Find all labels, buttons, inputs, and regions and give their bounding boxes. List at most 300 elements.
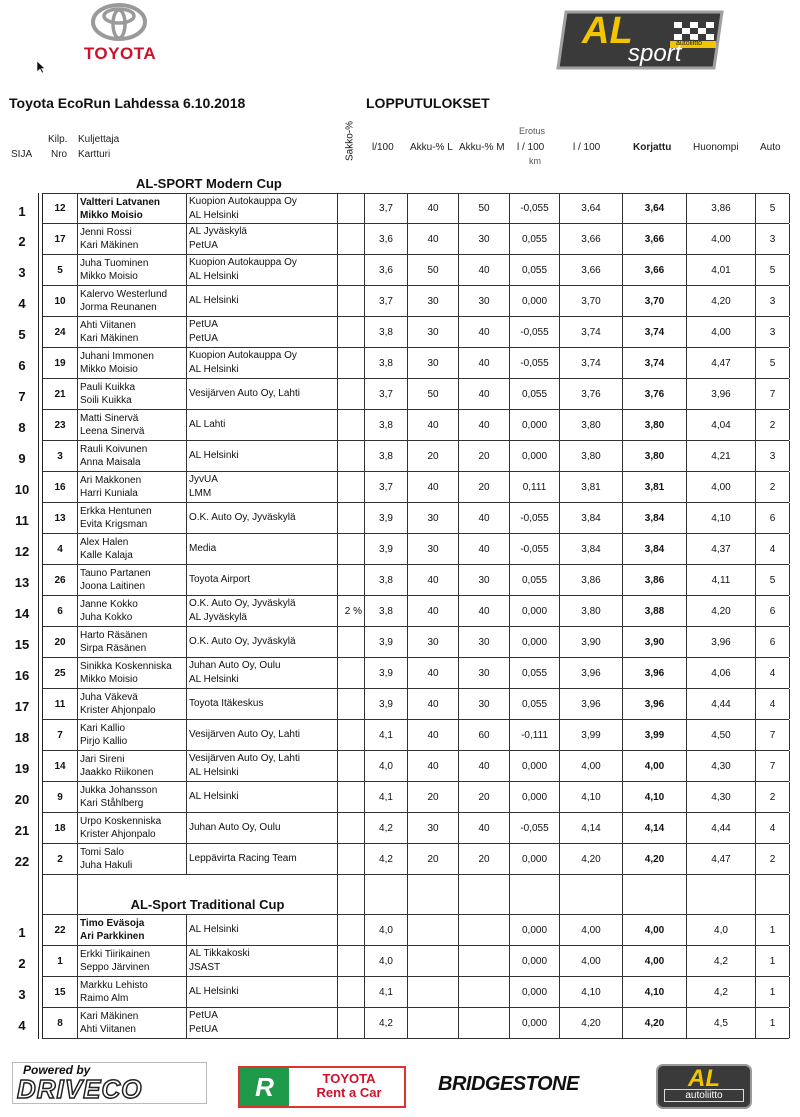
korjattu-cell: 3,86 bbox=[623, 565, 687, 595]
team-cell bbox=[187, 410, 338, 440]
modern-cup-row bbox=[14, 472, 789, 503]
auto-cell: 4 bbox=[756, 689, 790, 719]
header-kartturi: Kartturi bbox=[78, 149, 111, 160]
crew-names-cell bbox=[78, 977, 187, 1007]
team-line-1: O.K. Auto Oy, Jyväskylä bbox=[189, 598, 296, 609]
akku-m-cell: 50 bbox=[459, 194, 510, 223]
l100b-cell: 4,20 bbox=[560, 844, 623, 874]
toyota-rent-a-car-logo bbox=[238, 1066, 406, 1108]
team-cell bbox=[187, 503, 338, 533]
akku-l-cell: 20 bbox=[408, 441, 459, 471]
team-cell bbox=[187, 946, 338, 976]
l100b-cell: 3,96 bbox=[560, 658, 623, 688]
navigator-name: Kari Ståhlberg bbox=[80, 798, 144, 809]
modern-cup-row bbox=[14, 844, 789, 875]
navigator-name: Kari Mäkinen bbox=[80, 333, 139, 344]
rank-number: 17 bbox=[14, 699, 30, 714]
l100b-cell: 3,80 bbox=[560, 441, 623, 471]
modern-cup-row bbox=[14, 751, 789, 782]
competitor-number-cell: 18 bbox=[43, 813, 78, 843]
erotus-cell: -0,055 bbox=[510, 503, 560, 533]
rank-number: 3 bbox=[18, 987, 26, 1002]
akku-m-cell: 30 bbox=[459, 689, 510, 719]
modern-cup-row bbox=[18, 441, 789, 472]
header-akku-l: Akku-% L bbox=[410, 142, 453, 153]
auto-cell: 7 bbox=[756, 751, 790, 781]
huonompi-cell: 4,06 bbox=[687, 658, 756, 688]
akku-l-cell: 30 bbox=[408, 627, 459, 657]
korjattu-cell: 3,70 bbox=[623, 286, 687, 316]
korjattu-cell: 3,66 bbox=[623, 255, 687, 285]
akku-m-cell: 30 bbox=[459, 286, 510, 316]
navigator-name: Sirpa Räsänen bbox=[80, 643, 147, 654]
crew-names-cell bbox=[78, 255, 187, 285]
navigator-name: Juha Hakuli bbox=[80, 860, 133, 871]
team-line-2: LMM bbox=[189, 488, 212, 499]
auto-cell: 5 bbox=[756, 565, 790, 595]
team-cell bbox=[187, 317, 338, 347]
huonompi-cell: 4,47 bbox=[687, 348, 756, 378]
toyota-logo bbox=[78, 0, 162, 68]
l100-cell: 3,7 bbox=[365, 379, 408, 409]
team-line-1: Kuopion Autokauppa Oy bbox=[189, 350, 297, 361]
team-line-1: Kuopion Autokauppa Oy bbox=[189, 257, 297, 268]
team-line-1: Vesijärven Auto Oy, Lahti bbox=[189, 753, 300, 764]
empty-cell bbox=[338, 875, 365, 914]
competitor-number-cell: 11 bbox=[43, 689, 78, 719]
erotus-cell: 0,000 bbox=[510, 441, 560, 471]
erotus-cell: 0,000 bbox=[510, 627, 560, 657]
driver-name: Matti Sinervä bbox=[80, 413, 139, 424]
driver-name: Rauli Koivunen bbox=[80, 444, 148, 455]
header-l100b: l / 100 bbox=[573, 142, 601, 153]
erotus-cell: 0,000 bbox=[510, 844, 560, 874]
l100b-cell: 3,80 bbox=[560, 596, 623, 626]
competitor-number-cell: 17 bbox=[43, 224, 78, 254]
driver-name: Timo Eväsoja bbox=[80, 918, 145, 929]
navigator-name: Jorma Reunanen bbox=[80, 302, 157, 313]
rent-a-car-r-icon: R bbox=[240, 1068, 289, 1106]
navigator-name: Mikko Moisio bbox=[80, 674, 138, 685]
erotus-cell: 0,000 bbox=[510, 286, 560, 316]
team-line-1: AL Helsinki bbox=[189, 450, 239, 461]
l100b-cell: 4,10 bbox=[560, 782, 623, 812]
toyota-wordmark: TOYOTA bbox=[83, 44, 157, 63]
navigator-name: Kalle Kalaja bbox=[80, 550, 133, 561]
header-erotus-top: Erotus bbox=[519, 126, 546, 136]
akku-l-cell: 30 bbox=[408, 503, 459, 533]
korjattu-cell: 3,96 bbox=[623, 689, 687, 719]
empty-cell bbox=[623, 875, 687, 914]
sakko-cell bbox=[338, 689, 365, 719]
sakko-cell bbox=[338, 410, 365, 440]
navigator-name: Krister Ahjonpalo bbox=[80, 829, 156, 840]
akku-l-cell: 40 bbox=[408, 194, 459, 223]
sakko-cell bbox=[338, 317, 365, 347]
modern-cup-row bbox=[18, 224, 789, 255]
navigator-name: Evita Krigsman bbox=[80, 519, 148, 530]
rank-number: 10 bbox=[14, 482, 30, 497]
erotus-cell: 0,000 bbox=[510, 596, 560, 626]
crew-names-cell bbox=[78, 441, 187, 471]
team-cell bbox=[187, 915, 338, 945]
auto-cell: 3 bbox=[756, 317, 790, 347]
sakko-cell bbox=[338, 441, 365, 471]
crew-names-cell bbox=[78, 720, 187, 750]
erotus-cell: 0,000 bbox=[510, 782, 560, 812]
erotus-cell: 0,000 bbox=[510, 751, 560, 781]
auto-cell: 2 bbox=[756, 844, 790, 874]
akku-l-cell: 50 bbox=[408, 255, 459, 285]
sakko-cell bbox=[338, 286, 365, 316]
header-korjattu: Korjattu bbox=[633, 142, 672, 153]
driveco-logo bbox=[12, 1062, 207, 1104]
auto-cell: 2 bbox=[756, 782, 790, 812]
team-line-2: AL Helsinki bbox=[189, 364, 239, 375]
huonompi-cell: 4,01 bbox=[687, 255, 756, 285]
erotus-cell: -0,055 bbox=[510, 348, 560, 378]
korjattu-cell: 4,10 bbox=[623, 782, 687, 812]
l100-cell: 4,1 bbox=[365, 782, 408, 812]
crew-names-cell bbox=[78, 1008, 187, 1038]
team-cell bbox=[187, 720, 338, 750]
korjattu-cell: 4,10 bbox=[623, 977, 687, 1007]
huonompi-cell: 3,86 bbox=[687, 194, 756, 223]
competitor-number-cell: 3 bbox=[43, 441, 78, 471]
l100-cell: 4,0 bbox=[365, 751, 408, 781]
l100-cell: 3,8 bbox=[365, 348, 408, 378]
autoliitto-logo bbox=[656, 1064, 752, 1109]
empty-cell bbox=[756, 875, 790, 914]
korjattu-cell: 4,20 bbox=[623, 1008, 687, 1038]
driver-name: Tauno Partanen bbox=[80, 568, 151, 579]
navigator-name: Mikko Moisio bbox=[80, 271, 138, 282]
rank-number: 1 bbox=[18, 925, 26, 940]
header-auto: Auto bbox=[760, 142, 781, 153]
akku-m-cell: 40 bbox=[459, 534, 510, 564]
modern-cup-row bbox=[14, 782, 789, 813]
team-line-1: Kuopion Autokauppa Oy bbox=[189, 195, 297, 207]
akku-l-cell: 50 bbox=[408, 379, 459, 409]
team-cell bbox=[187, 689, 338, 719]
team-cell bbox=[187, 782, 338, 812]
rank-number: 22 bbox=[14, 854, 30, 869]
korjattu-cell: 3,80 bbox=[623, 441, 687, 471]
competitor-number-cell: 15 bbox=[43, 977, 78, 1007]
al-sport-logo-autoliitto: autoliitto bbox=[676, 40, 703, 47]
header-erotus: l / 100 bbox=[517, 142, 545, 153]
header-akku-m: Akku-% M bbox=[459, 142, 505, 153]
team-line-2: AL Jyväskylä bbox=[189, 612, 247, 623]
modern-cup-row bbox=[14, 565, 789, 596]
rank-number: 9 bbox=[18, 451, 26, 466]
modern-cup-row bbox=[18, 286, 789, 317]
navigator-name: Mikko Moisio bbox=[80, 209, 143, 221]
team-cell bbox=[187, 844, 338, 874]
team-cell bbox=[187, 751, 338, 781]
bridgestone-logo: BRIDGESTONE bbox=[438, 1073, 579, 1095]
l100-cell: 3,7 bbox=[365, 286, 408, 316]
modern-cup-row bbox=[18, 193, 789, 224]
navigator-name: Pirjo Kallio bbox=[80, 736, 128, 747]
sakko-cell bbox=[338, 977, 365, 1007]
akku-l-cell: 40 bbox=[408, 720, 459, 750]
akku-m-cell: 40 bbox=[459, 503, 510, 533]
auto-cell: 3 bbox=[756, 441, 790, 471]
akku-m-cell bbox=[459, 1008, 510, 1038]
akku-m-cell: 40 bbox=[459, 255, 510, 285]
rank-number: 15 bbox=[14, 637, 30, 652]
huonompi-cell: 4,11 bbox=[687, 565, 756, 595]
driver-name: Ahti Viitanen bbox=[80, 320, 136, 331]
akku-m-cell: 40 bbox=[459, 596, 510, 626]
team-line-1: Toyota Airport bbox=[189, 574, 251, 585]
crew-names-cell bbox=[78, 946, 187, 976]
competitor-number-cell: 10 bbox=[43, 286, 78, 316]
crew-names-cell bbox=[78, 317, 187, 347]
akku-m-cell: 20 bbox=[459, 782, 510, 812]
l100-cell: 4,0 bbox=[365, 915, 408, 945]
competitor-number-cell: 8 bbox=[43, 1008, 78, 1038]
l100b-cell: 3,96 bbox=[560, 689, 623, 719]
akku-l-cell: 40 bbox=[408, 410, 459, 440]
team-line-1: Toyota Itäkeskus bbox=[189, 698, 264, 709]
crew-names-cell bbox=[78, 379, 187, 409]
modern-cup-row bbox=[14, 534, 789, 565]
huonompi-cell: 3,96 bbox=[687, 627, 756, 657]
l100b-cell: 3,74 bbox=[560, 348, 623, 378]
header-sakko bbox=[340, 118, 360, 164]
erotus-cell: 0,055 bbox=[510, 255, 560, 285]
team-line-1: PetUA bbox=[189, 1010, 218, 1021]
sakko-cell bbox=[338, 565, 365, 595]
rent-a-car-line1: TOYOTA bbox=[322, 1071, 376, 1086]
modern-cup-row bbox=[18, 379, 789, 410]
team-line-2: AL Helsinki bbox=[189, 209, 239, 221]
erotus-cell: -0,055 bbox=[510, 813, 560, 843]
team-cell bbox=[187, 472, 338, 502]
crew-names-cell bbox=[78, 565, 187, 595]
akku-m-cell: 20 bbox=[459, 441, 510, 471]
team-line-1: Juhan Auto Oy, Oulu bbox=[189, 660, 281, 671]
crew-names-cell bbox=[78, 503, 187, 533]
team-line-1: AL Jyväskylä bbox=[189, 226, 247, 237]
korjattu-cell: 4,00 bbox=[623, 751, 687, 781]
huonompi-cell: 4,37 bbox=[687, 534, 756, 564]
team-cell bbox=[187, 379, 338, 409]
navigator-name: Ahti Viitanen bbox=[80, 1024, 136, 1035]
erotus-cell: 0,000 bbox=[510, 946, 560, 976]
l100-cell: 4,2 bbox=[365, 844, 408, 874]
sakko-cell bbox=[338, 751, 365, 781]
erotus-cell: -0,055 bbox=[510, 194, 560, 223]
l100-cell: 4,0 bbox=[365, 946, 408, 976]
l100-cell: 3,9 bbox=[365, 658, 408, 688]
header-kilp: Kilp. bbox=[48, 134, 68, 145]
akku-m-cell: 40 bbox=[459, 813, 510, 843]
autoliitto-text: autoliitto bbox=[664, 1089, 744, 1102]
erotus-cell: -0,055 bbox=[510, 534, 560, 564]
al-sport-logo bbox=[552, 8, 728, 72]
competitor-number-cell: 6 bbox=[43, 596, 78, 626]
competitor-number-cell: 13 bbox=[43, 503, 78, 533]
competitor-number-cell: 23 bbox=[43, 410, 78, 440]
driver-name: Alex Halen bbox=[80, 537, 129, 548]
akku-m-cell: 30 bbox=[459, 627, 510, 657]
navigator-name: Ari Parkkinen bbox=[80, 931, 145, 942]
team-line-1: AL Helsinki bbox=[189, 791, 239, 802]
l100b-cell: 4,00 bbox=[560, 946, 623, 976]
sakko-cell bbox=[338, 224, 365, 254]
sakko-cell bbox=[338, 658, 365, 688]
l100b-cell: 3,86 bbox=[560, 565, 623, 595]
korjattu-cell: 3,66 bbox=[623, 224, 687, 254]
header-erotus-bottom: km bbox=[529, 156, 541, 166]
empty-cell bbox=[560, 875, 623, 914]
rank-number: 14 bbox=[14, 606, 30, 621]
rank-number: 13 bbox=[14, 575, 30, 590]
driver-name: Janne Kokko bbox=[80, 599, 138, 610]
korjattu-cell: 3,76 bbox=[623, 379, 687, 409]
rank-number: 4 bbox=[18, 296, 26, 311]
driver-name: Juha Tuominen bbox=[80, 258, 149, 269]
document-title: Toyota EcoRun Lahdessa 6.10.2018 bbox=[9, 95, 246, 111]
empty-cell bbox=[687, 875, 756, 914]
rank-number: 7 bbox=[18, 389, 26, 404]
sakko-cell bbox=[338, 844, 365, 874]
l100b-cell: 3,70 bbox=[560, 286, 623, 316]
akku-l-cell: 20 bbox=[408, 782, 459, 812]
team-line-1: PetUA bbox=[189, 319, 218, 330]
auto-cell: 4 bbox=[756, 813, 790, 843]
team-line-2: AL Helsinki bbox=[189, 271, 239, 282]
driver-name: Erkka Hentunen bbox=[80, 506, 152, 517]
crew-names-cell bbox=[78, 844, 187, 874]
sakko-cell bbox=[338, 255, 365, 285]
l100-cell: 3,8 bbox=[365, 596, 408, 626]
driver-name: Urpo Koskenniska bbox=[80, 816, 162, 827]
sakko-cell bbox=[338, 813, 365, 843]
rank-number: 8 bbox=[18, 420, 26, 435]
sakko-cell bbox=[338, 534, 365, 564]
auto-cell: 1 bbox=[756, 915, 790, 945]
l100b-cell: 3,66 bbox=[560, 224, 623, 254]
sakko-cell bbox=[338, 194, 365, 223]
l100b-cell: 4,10 bbox=[560, 977, 623, 1007]
l100b-cell: 3,66 bbox=[560, 255, 623, 285]
team-cell bbox=[187, 627, 338, 657]
team-cell bbox=[187, 255, 338, 285]
auto-cell: 5 bbox=[756, 255, 790, 285]
l100-cell: 3,7 bbox=[365, 194, 408, 223]
crew-names-cell bbox=[78, 410, 187, 440]
akku-m-cell: 40 bbox=[459, 379, 510, 409]
driver-name: Sinikka Koskenniska bbox=[80, 661, 172, 672]
navigator-name: Joona Laitinen bbox=[80, 581, 146, 592]
modern-cup-row bbox=[14, 813, 789, 844]
sakko-cell bbox=[338, 946, 365, 976]
akku-m-cell bbox=[459, 977, 510, 1007]
huonompi-cell: 4,00 bbox=[687, 224, 756, 254]
driver-name: Pauli Kuikka bbox=[80, 382, 136, 393]
team-line-1: AL Helsinki bbox=[189, 924, 239, 935]
akku-l-cell bbox=[408, 1008, 459, 1038]
crew-names-cell bbox=[78, 224, 187, 254]
driver-name: Kari Kallio bbox=[80, 723, 126, 734]
akku-l-cell: 30 bbox=[408, 317, 459, 347]
akku-l-cell: 40 bbox=[408, 596, 459, 626]
sakko-cell bbox=[338, 720, 365, 750]
driver-name: Tomi Salo bbox=[80, 847, 124, 858]
korjattu-cell: 3,88 bbox=[623, 596, 687, 626]
competitor-number-cell: 19 bbox=[43, 348, 78, 378]
driver-name: Ari Makkonen bbox=[80, 475, 142, 486]
akku-l-cell bbox=[408, 915, 459, 945]
team-cell bbox=[187, 596, 338, 626]
navigator-name: Raimo Alm bbox=[80, 993, 129, 1004]
team-cell bbox=[187, 977, 338, 1007]
driver-name: Harto Räsänen bbox=[80, 630, 148, 641]
auto-cell: 7 bbox=[756, 720, 790, 750]
competitor-number-cell: 24 bbox=[43, 317, 78, 347]
huonompi-cell: 4,2 bbox=[687, 946, 756, 976]
results-table-body bbox=[14, 193, 789, 1039]
crew-names-cell bbox=[78, 534, 187, 564]
auto-cell: 5 bbox=[756, 348, 790, 378]
driveco-wordmark: DRIVECO bbox=[17, 1074, 143, 1104]
traditional-cup-title: AL-Sport Traditional Cup bbox=[130, 897, 285, 912]
crew-names-cell bbox=[78, 813, 187, 843]
akku-l-cell: 30 bbox=[408, 286, 459, 316]
competitor-number-cell: 26 bbox=[43, 565, 78, 595]
crew-names-cell bbox=[78, 627, 187, 657]
akku-l-cell: 40 bbox=[408, 472, 459, 502]
akku-l-cell: 40 bbox=[408, 224, 459, 254]
autoliitto-al: AL bbox=[688, 1065, 720, 1092]
crew-names-cell bbox=[78, 472, 187, 502]
l100-cell: 3,8 bbox=[365, 317, 408, 347]
header-sakko-label: Sakko-% bbox=[344, 120, 356, 162]
traditional-cup-row bbox=[18, 915, 789, 946]
l100-cell: 3,8 bbox=[365, 410, 408, 440]
team-cell bbox=[187, 194, 338, 223]
l100b-cell: 4,14 bbox=[560, 813, 623, 843]
competitor-number-cell: 2 bbox=[43, 844, 78, 874]
l100b-cell: 3,99 bbox=[560, 720, 623, 750]
l100-cell: 3,6 bbox=[365, 255, 408, 285]
team-cell bbox=[187, 286, 338, 316]
navigator-name: Kari Mäkinen bbox=[80, 240, 139, 251]
traditional-cup-title-cell bbox=[78, 875, 338, 914]
team-line-1: JyvUA bbox=[189, 474, 218, 485]
team-line-1: Media bbox=[189, 543, 217, 554]
driver-name: Erkki Tiirikainen bbox=[80, 949, 151, 960]
auto-cell: 3 bbox=[756, 224, 790, 254]
navigator-name: Krister Ahjonpalo bbox=[80, 705, 156, 716]
modern-cup-row bbox=[18, 255, 789, 286]
akku-l-cell bbox=[408, 946, 459, 976]
akku-l-cell: 40 bbox=[408, 751, 459, 781]
navigator-name: Anna Maisala bbox=[80, 457, 141, 468]
auto-cell: 1 bbox=[756, 977, 790, 1007]
rank-number: 2 bbox=[18, 234, 26, 249]
huonompi-cell: 4,30 bbox=[687, 782, 756, 812]
korjattu-cell: 3,74 bbox=[623, 317, 687, 347]
empty-cell bbox=[43, 875, 78, 914]
team-line-2: JSAST bbox=[189, 962, 221, 973]
huonompi-cell: 4,04 bbox=[687, 410, 756, 440]
auto-cell: 2 bbox=[756, 410, 790, 440]
